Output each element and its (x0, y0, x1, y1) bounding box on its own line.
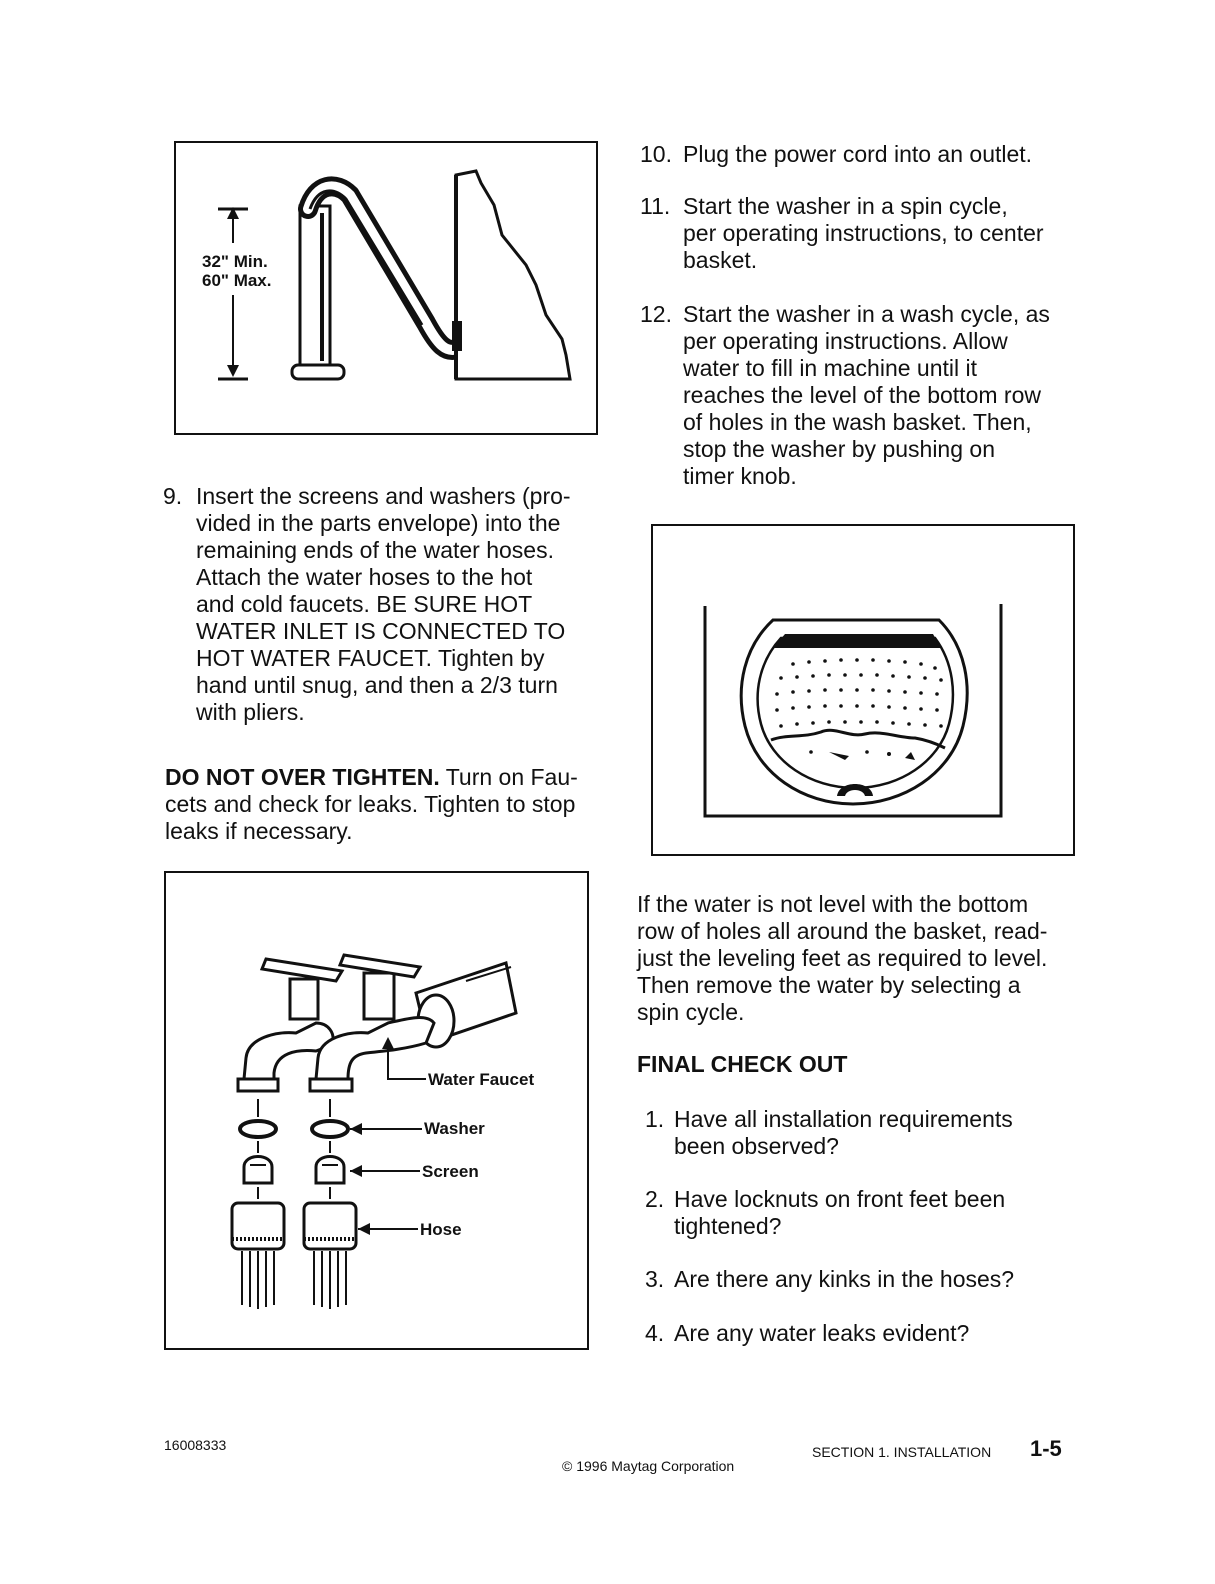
faucet-hose-illustration (166, 873, 587, 1348)
step-11-line: Start the washer in a spin cycle, (683, 193, 1008, 219)
document-number: 16008333 (164, 1437, 227, 1453)
level-paragraph-line: just the leveling feet as required to level. (637, 945, 1048, 971)
check-number: 3. (645, 1266, 665, 1292)
step-12-line: timer knob. (683, 463, 797, 489)
step-9-line: remaining ends of the water hoses. (196, 537, 554, 563)
overtighten-warning (165, 764, 605, 845)
step-9-line: WATER INLET IS CONNECTED TO (196, 618, 566, 644)
check-line: Have locknuts on front feet been (674, 1186, 1006, 1212)
level-paragraph (637, 891, 1077, 1026)
final-check-heading: FINAL CHECK OUT (637, 1051, 848, 1077)
wash-basket-illustration (653, 526, 1073, 854)
faucet-assembly-figure (164, 871, 589, 1350)
step-12-line: per operating instructions. Allow (683, 328, 1008, 354)
step-12-line: of holes in the wash basket. Then, (683, 409, 1032, 435)
basket-level-figure (651, 524, 1075, 856)
warning-text: leaks if necessary. (165, 818, 353, 844)
check-3 (645, 1266, 1065, 1296)
dimension-min-label: 32" Min. (202, 252, 268, 271)
section-label: SECTION 1. INSTALLATION (812, 1444, 992, 1460)
check-line: tightened? (674, 1213, 782, 1239)
step-11-line: per operating instructions, to center (683, 220, 1044, 246)
check-line: been observed? (674, 1133, 839, 1159)
step-9-line: HOT WATER FAUCET. Tighten by (196, 645, 545, 671)
warning-text: cets and check for leaks. Tighten to stop (165, 791, 576, 817)
step-9-line: and cold faucets. BE SURE HOT (196, 591, 533, 617)
check-number: 4. (645, 1320, 665, 1346)
page-number: 1-5 (1030, 1436, 1062, 1461)
step-12-line: reaches the level of the bottom row (683, 382, 1041, 408)
check-line: Have all installation requirements (674, 1106, 1013, 1132)
step-9-line: Attach the water hoses to the hot (196, 564, 533, 590)
step-number: 9. (163, 483, 183, 509)
level-paragraph-line: Then remove the water by selecting a (637, 972, 1021, 998)
water-faucet-label: Water Faucet (428, 1070, 535, 1089)
step-12-line: water to fill in machine until it (683, 355, 978, 381)
check-4 (645, 1320, 1065, 1350)
drain-height-figure (174, 141, 598, 435)
level-paragraph-line: spin cycle. (637, 999, 745, 1025)
step-11 (640, 193, 1080, 277)
check-number: 1. (645, 1106, 665, 1132)
check-2 (645, 1186, 1065, 1242)
step-9-line: hand until snug, and then a 2/3 turn (196, 672, 558, 698)
step-number: 10. (640, 141, 672, 167)
screen-label: Screen (422, 1162, 479, 1181)
step-12 (640, 301, 1080, 491)
warning-text: Turn on Fau- (439, 764, 578, 790)
check-1 (645, 1106, 1065, 1162)
check-number: 2. (645, 1186, 665, 1212)
step-number: 11. (640, 193, 671, 219)
check-line: Are there any kinks in the hoses? (674, 1266, 1015, 1292)
check-line: Are any water leaks evident? (674, 1320, 970, 1346)
level-paragraph-line: If the water is not level with the bottom (637, 891, 1029, 917)
level-paragraph-line: row of holes all around the basket, read- (637, 918, 1048, 944)
copyright: © 1996 Maytag Corporation (562, 1458, 735, 1474)
warning-bold-text: DO NOT OVER TIGHTEN. (165, 764, 440, 790)
step-number: 12. (640, 301, 672, 327)
step-12-line: Start the washer in a wash cycle, as (683, 301, 1050, 327)
step-9 (163, 483, 603, 733)
step-10-line: Plug the power cord into an outlet. (683, 141, 1033, 167)
washer-label: Washer (424, 1119, 485, 1138)
step-9-line: with pliers. (196, 699, 305, 725)
step-9-line: Insert the screens and washers (pro- (196, 483, 571, 509)
hose-label: Hose (420, 1220, 462, 1239)
step-11-line: basket. (683, 247, 758, 273)
step-12-line: stop the washer by pushing on (683, 436, 995, 462)
step-10 (640, 141, 1080, 171)
step-9-line: vided in the parts envelope) into the (196, 510, 561, 536)
dimension-max-label: 60" Max. (202, 271, 272, 290)
